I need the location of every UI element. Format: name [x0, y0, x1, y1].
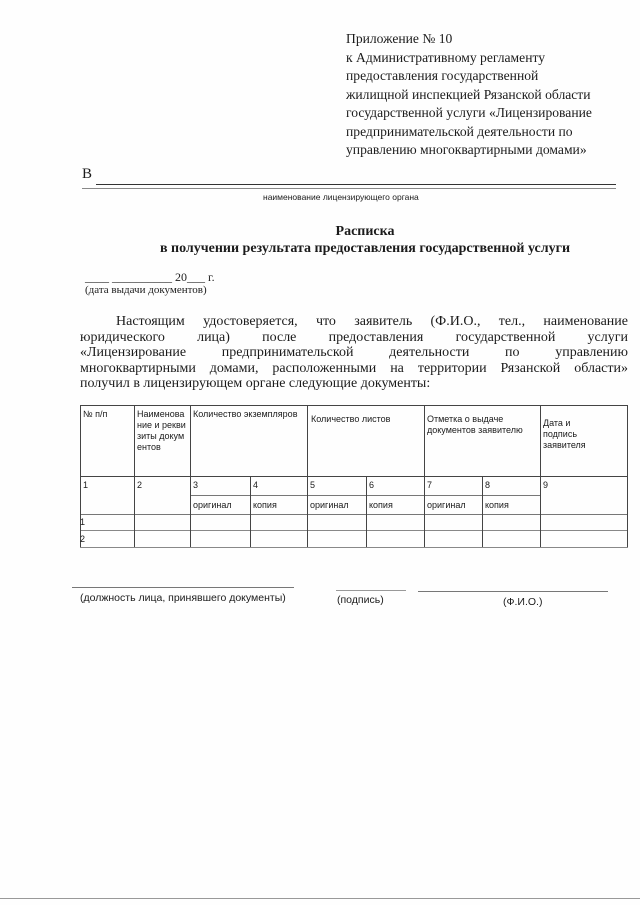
- col-number: 9: [543, 480, 549, 490]
- body-line: юридического лица) после предоставления государственной услуги: [80, 329, 628, 345]
- appendix-line: управлению многоквартирными домами»: [346, 142, 587, 157]
- header-num: № п/п: [83, 409, 108, 419]
- row-number: 2: [80, 534, 86, 544]
- sign-caption: (подпись): [337, 594, 384, 606]
- col-number: 3: [193, 480, 199, 490]
- recipient-underline: [96, 184, 616, 185]
- doc-subtitle: в получении результата предоставления государственной услуги: [159, 241, 571, 256]
- body-line: получил в лицензирующем органе следующие документы:: [80, 376, 431, 391]
- table-border-bottom: [80, 547, 628, 548]
- header-document-name: Наименование и реквизиты документов: [137, 409, 186, 452]
- position-caption: (должность лица, принявшего документы): [80, 592, 286, 604]
- table-col-divider: [307, 405, 308, 547]
- table-col-divider: [250, 476, 251, 547]
- header-date-sign: Дата и подпись заявителя: [543, 418, 586, 450]
- table-border-right: [627, 405, 628, 547]
- appendix-line: предоставления государственной: [346, 68, 539, 83]
- col-number: 5: [310, 480, 316, 490]
- subheader-original: оригинал: [310, 500, 349, 510]
- issue-date-caption: (дата выдачи документов): [85, 284, 207, 296]
- subheader-original: оригинал: [193, 500, 232, 510]
- recipient-prefix: В: [82, 166, 93, 182]
- appendix-line: предпринимательской деятельности по: [346, 123, 573, 139]
- row-number: 1: [80, 517, 86, 527]
- table-subheader-divider: [190, 495, 540, 496]
- body-paragraph: [80, 314, 628, 392]
- col-number: 4: [253, 480, 259, 490]
- table-row-divider: [80, 476, 628, 477]
- recipient-caption: наименование лицензирующего органа: [263, 192, 419, 202]
- table-col-divider: [424, 405, 425, 547]
- appendix-line: Приложение № 10: [346, 31, 453, 46]
- issue-date-field: ____ __________ 20___ г.: [85, 270, 215, 284]
- table-row-divider: [80, 514, 628, 515]
- body-line: Настоящим удостоверяется, что заявитель (Ф.И.О., тел., наименование: [116, 314, 628, 329]
- position-line: [72, 587, 294, 588]
- header-sheets-count: Количество листов: [311, 414, 391, 424]
- table-col-divider: [366, 476, 367, 547]
- body-line: многоквартирными домами, расположенными на территории Рязанской области»: [80, 360, 628, 376]
- col-number: 7: [427, 480, 433, 490]
- col-number: 6: [369, 480, 375, 490]
- table-col-divider: [482, 476, 483, 547]
- name-line: [418, 591, 608, 592]
- table-col-divider: [190, 405, 191, 547]
- recipient-underline-2: [82, 188, 616, 189]
- appendix-line: жилищной инспекцией Рязанской области: [346, 86, 591, 102]
- table-border-top: [80, 405, 628, 406]
- doc-title: Расписка: [335, 224, 395, 239]
- appendix-line: государственной услуги «Лицензирование: [346, 105, 592, 120]
- page-bottom-edge: [0, 898, 640, 899]
- appendix-line: к Административному регламенту: [346, 49, 546, 65]
- table-col-divider: [134, 405, 135, 547]
- subheader-copy: копия: [369, 500, 393, 510]
- subheader-copy: копия: [253, 500, 277, 510]
- body-line: «Лицензирование предпринимательской деятельности по управлению: [80, 345, 628, 360]
- col-number: 1: [83, 480, 89, 490]
- name-caption: (Ф.И.О.): [503, 596, 543, 608]
- col-number: 2: [137, 480, 143, 490]
- subheader-copy: копия: [485, 500, 509, 510]
- appendix-header: [346, 30, 636, 160]
- table-row-divider: [80, 530, 628, 531]
- col-number: 8: [485, 480, 491, 490]
- sign-line: [336, 590, 406, 591]
- subheader-original: оригинал: [427, 500, 466, 510]
- header-issue-mark: Отметка о выдаче документов заявителю: [427, 414, 523, 435]
- table-col-divider: [540, 405, 541, 547]
- header-copies-count: Количество экземпляров: [193, 409, 298, 419]
